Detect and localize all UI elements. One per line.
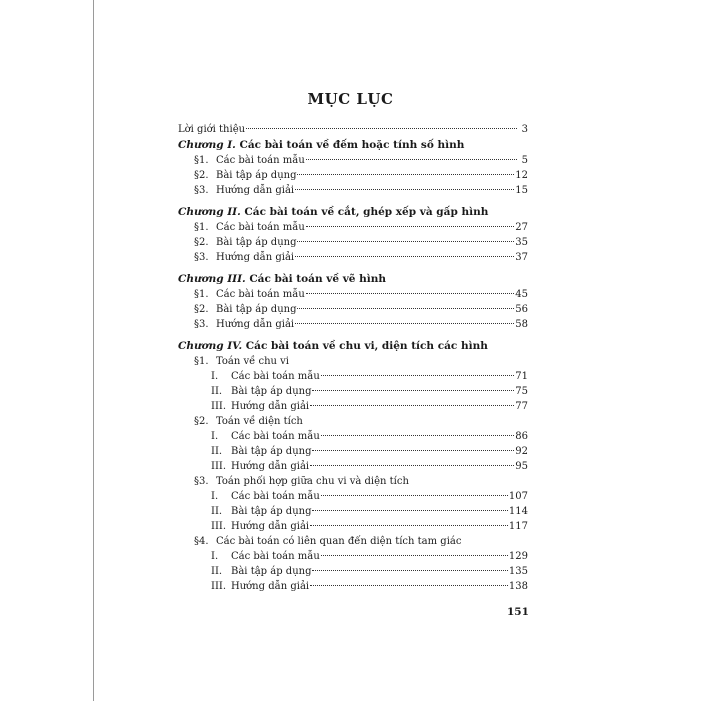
chapter-title: Các bài toán về cắt, ghép xếp và gấp hình [244,206,489,218]
dot-leader [306,158,517,160]
toc-entry [178,519,528,534]
toc-entry-title: Hướng dẫn giải [216,185,295,196]
toc-entry-page: 107 [508,491,528,502]
toc-entry [178,287,528,302]
toc-entry-title: Bài tập áp dụng [231,386,312,397]
dot-leader [297,240,514,242]
dot-leader [312,569,507,571]
toc-entry-label [194,302,296,317]
toc-entry-title: Bài tập áp dụng [231,506,312,517]
toc-entry-number: §2. [194,237,209,248]
toc-entry-number: §3. [194,319,209,330]
chapter-number: Chương II. [178,206,241,218]
dot-leader [295,255,514,257]
toc-entry-intro [178,122,528,137]
toc-entry-label [194,235,296,250]
toc-entry-label [211,489,320,504]
toc-entry-number: II. [211,386,223,397]
toc-entry [178,168,528,183]
chapter-heading [178,338,528,354]
toc-entry-title: Bài tập áp dụng [216,304,297,315]
toc-entry-label [211,444,311,459]
toc-entry-title: Các bài toán mẫu [216,155,305,166]
toc-entry-page: 71 [515,371,528,382]
toc-entry-number: §3. [194,185,209,196]
toc-entry-number: §3. [194,252,209,263]
toc-entry-number: §1. [194,222,209,233]
toc-entry-title: Bài tập áp dụng [231,446,312,457]
section-title: Các bài toán có liên quan đến diện tích tam giác [216,536,462,547]
toc-entry-number: §1. [194,155,209,166]
chapter-heading [178,271,528,287]
toc-entry-title: Các bài toán mẫu [216,222,305,233]
toc-entry-title: Các bài toán mẫu [231,491,320,502]
chapter-number: Chương I. [178,139,236,151]
section-title: Toán về chu vi [216,356,289,367]
toc-entry [178,489,528,504]
section-heading [178,474,528,489]
toc-entry-number: §2. [194,304,209,315]
toc-entry-number: II. [211,446,223,457]
dot-leader [306,225,514,227]
toc-entry-page: 5 [521,155,528,166]
toc-entry [178,429,528,444]
toc-entry-number: III. [211,521,227,532]
toc-entry-number: I. [211,551,219,562]
page-title: MỤC LỤC [307,90,394,108]
toc-entry-title: Hướng dẫn giải [231,581,310,592]
chapter-number: Chương IV. [178,340,243,352]
dot-leader [321,374,514,376]
toc-entry-number: I. [211,491,219,502]
toc-entry-page: 138 [508,581,528,592]
toc-entry [178,504,528,519]
toc-entry [178,549,528,564]
toc-entry-page: 15 [515,185,528,196]
toc-entry-label [194,183,294,198]
section-number: §3. [194,476,209,487]
toc-entry [178,369,528,384]
toc-entry [178,183,528,198]
toc-entry [178,399,528,414]
dot-leader [295,322,514,324]
toc-entry-page: 77 [515,401,528,412]
dot-leader [295,188,514,190]
dot-leader [312,509,507,511]
toc-entry-title: Bài tập áp dụng [216,170,297,181]
toc-entry-title: Bài tập áp dụng [216,237,297,248]
chapter-title: Các bài toán về chu vi, diện tích các hình [245,340,488,352]
toc-entry-number: I. [211,371,219,382]
toc-entry-label [194,317,294,332]
toc-entry [178,250,528,265]
section-number: §1. [194,356,209,367]
toc-entry-label [194,250,294,265]
toc-entry-title: Các bài toán mẫu [231,551,320,562]
toc-entry-number: §2. [194,170,209,181]
toc-entry-title: Hướng dẫn giải [231,461,310,472]
toc-entry-page: 117 [508,521,528,532]
toc-entry-title: Hướng dẫn giải [231,521,310,532]
dot-leader [246,127,517,129]
chapter-title: Các bài toán về đếm hoặc tính số hình [239,139,465,151]
toc-entry [178,579,528,594]
toc-entry [178,302,528,317]
table-of-contents [178,122,528,594]
toc-entry-page: 95 [515,461,528,472]
toc-entry-page: 129 [508,551,528,562]
toc-entry-number: III. [211,461,227,472]
toc-entry [178,235,528,250]
dot-leader [297,173,514,175]
toc-entry [178,444,528,459]
toc-entry-page: 12 [515,170,528,181]
toc-entry-page: 58 [515,319,528,330]
toc-entry-page: 135 [508,566,528,577]
toc-entry-page: 37 [515,252,528,263]
toc-entry-label [211,549,320,564]
toc-entry-title: Hướng dẫn giải [216,319,295,330]
toc-entry-title: Các bài toán mẫu [231,431,320,442]
dot-leader [312,389,514,391]
toc-entry-page: 114 [508,506,528,517]
dot-leader [310,404,514,406]
toc-entry [178,220,528,235]
toc-entry-number: II. [211,506,223,517]
toc-entry [178,564,528,579]
toc-entry-label [211,564,311,579]
page-number: 151 [507,606,529,618]
section-heading [178,534,528,549]
toc-entry-page: 45 [515,289,528,300]
toc-entry-title: Bài tập áp dụng [231,566,312,577]
toc-entry-number: §1. [194,289,209,300]
toc-entry-page: 75 [515,386,528,397]
dot-leader [310,584,508,586]
section-heading [178,414,528,429]
toc-entry [178,384,528,399]
toc-entry [178,459,528,474]
toc-entry-label [194,220,305,235]
section-number: §2. [194,416,209,427]
toc-entry-label [211,459,309,474]
section-title: Toán phối hợp giữa chu vi và diện tích [216,476,409,487]
toc-entry-page: 3 [521,124,528,135]
toc-entry-label [211,579,309,594]
chapter-number: Chương III. [178,273,246,285]
toc-entry-title: Các bài toán mẫu [216,289,305,300]
toc-entry-title: Hướng dẫn giải [231,401,310,412]
toc-entry-number: III. [211,581,227,592]
toc-entry-page: 27 [515,222,528,233]
toc-entry-number: II. [211,566,223,577]
dot-leader [310,464,514,466]
toc-entry-label: Lời giới thiệu [178,124,246,135]
toc-entry-label [211,399,309,414]
chapter-heading [178,204,528,220]
toc-entry-label [211,504,311,519]
dot-leader [297,307,514,309]
toc-entry-label [211,429,320,444]
chapter-heading [178,137,528,153]
section-title: Toán về diện tích [216,416,303,427]
dot-leader [321,434,514,436]
toc-entry-label [194,153,305,168]
chapter-list [178,137,528,594]
dot-leader [306,292,514,294]
toc-entry-label [211,519,309,534]
section-number: §4. [194,536,209,547]
chapter-title: Các bài toán về vẽ hình [249,273,387,285]
toc-entry-label [211,384,311,399]
dot-leader [321,494,508,496]
section-heading [178,354,528,369]
toc-entry-label [194,168,296,183]
toc-entry-page: 92 [515,446,528,457]
toc-entry-title: Hướng dẫn giải [216,252,295,263]
toc-entry-label [194,287,305,302]
toc-entry-page: 86 [515,431,528,442]
toc-entry [178,317,528,332]
toc-entry-title: Các bài toán mẫu [231,371,320,382]
toc-entry-page: 56 [515,304,528,315]
toc-entry [178,153,528,168]
toc-entry-number: III. [211,401,227,412]
dot-leader [312,449,514,451]
dot-leader [310,524,508,526]
toc-entry-label [211,369,320,384]
toc-entry-number: I. [211,431,219,442]
dot-leader [321,554,508,556]
toc-entry-page: 35 [515,237,528,248]
